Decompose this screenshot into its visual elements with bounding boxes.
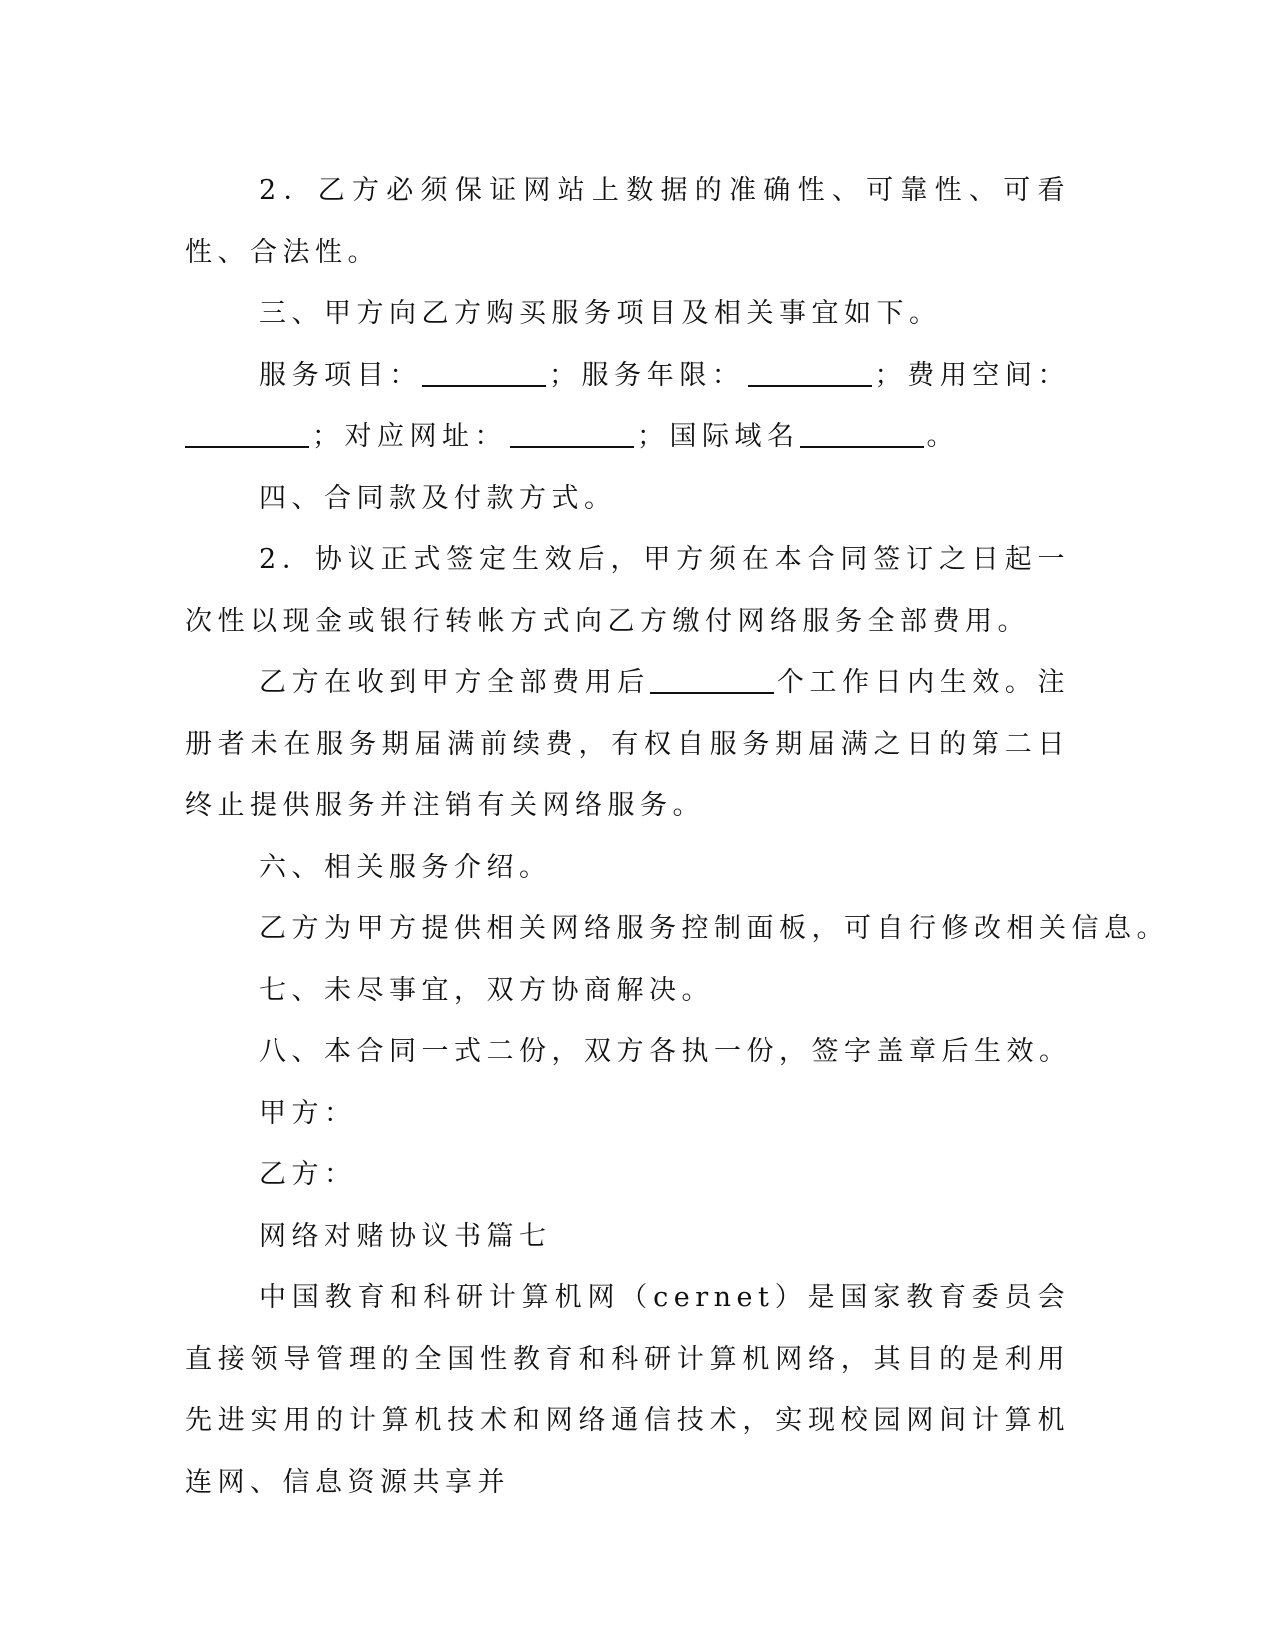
document-page: [185, 160, 1169, 1513]
fee-space-blank[interactable]: [185, 420, 309, 448]
working-days-blank[interactable]: [650, 666, 774, 694]
service-details-paragraph: [185, 345, 1070, 468]
url-blank[interactable]: [510, 420, 634, 448]
payment-clause: 2．协议正式签定生效后，甲方须在本合同签订之日起一次性以现金或银行转帐方式向乙方缴付网络服务全部费用。: [185, 544, 1070, 637]
section-three-heading: 三、甲方向乙方购买服务项目及相关事宜如下。: [259, 298, 942, 329]
cernet-intro-paragraph: 中国教育和科研计算机网（cernet）是国家教育委员会直接领导管理的全国性教育和科研计算机网络，其目的是利用先进实用的计算机技术和网络通信技术，实现校园网间计算机连网、信息资源共享并: [185, 1282, 1070, 1498]
chapter-heading: 网络对赌协议书篇七: [259, 1220, 552, 1252]
section-eight-heading: 八、本合同一式二份，双方各执一份，签字盖章后生效。: [259, 1036, 1072, 1067]
effective-clause: [185, 652, 1070, 837]
control-panel-clause: 乙方为甲方提供相关网络服务控制面板，可自行修改相关信息。: [259, 913, 1169, 944]
service-item-label: 服务项目：: [259, 359, 422, 391]
service-details-end: 。: [926, 421, 959, 452]
domain-label: ；国际域名: [637, 421, 800, 452]
domain-blank[interactable]: [800, 420, 924, 448]
fee-space-label: ；费用空间：: [874, 359, 1070, 391]
service-item-blank[interactable]: [422, 359, 546, 387]
effective-clause-rest: 个工作日内生效。注册者未在服务期届满前续费，有权自服务期届满之日的第二日终止提供服务并注销有关网络服务。: [185, 667, 1071, 821]
service-term-blank[interactable]: [748, 359, 872, 387]
section-four-heading: 四、合同款及付款方式。: [259, 482, 617, 514]
party-b-signature-label: 乙方：: [259, 1159, 357, 1190]
party-a-signature-label: 甲方：: [259, 1097, 357, 1129]
section-seven-heading: 七、未尽事宜，双方协商解决。: [259, 974, 714, 1006]
section-six-heading: 六、相关服务介绍。: [259, 851, 552, 883]
service-term-label: ；服务年限：: [548, 359, 745, 391]
effective-clause-start: 乙方在收到甲方全部费用后: [259, 667, 650, 698]
clause-data-accuracy: 2．乙方必须保证网站上数据的准确性、可靠性、可看性、合法性。: [185, 175, 1070, 268]
url-label: ；对应网址：: [312, 421, 507, 452]
